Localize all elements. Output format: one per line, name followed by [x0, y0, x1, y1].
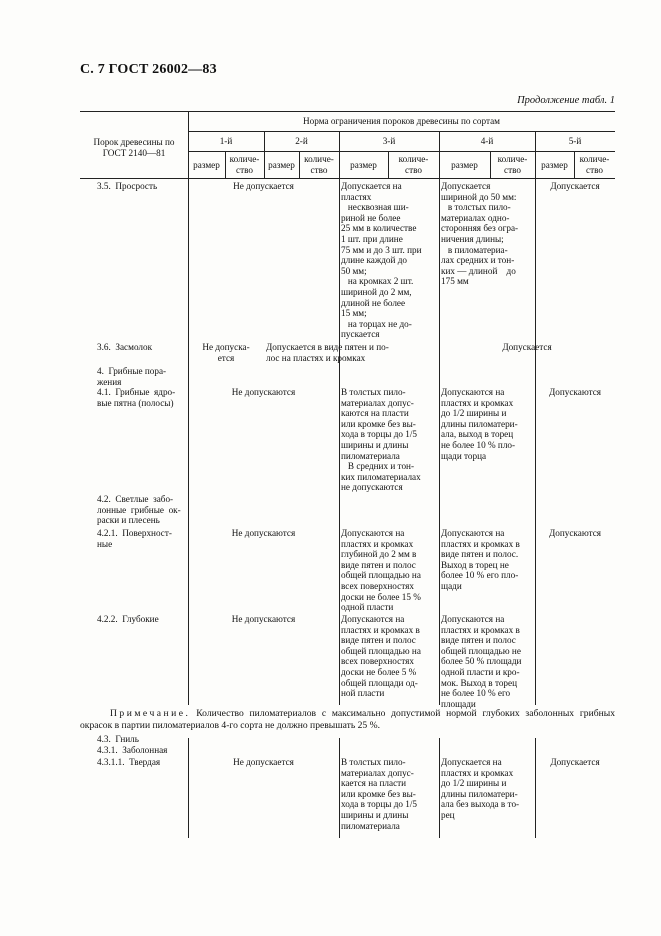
g2-qty-header: количе- ство [304, 154, 334, 175]
row-4-2-1-grade-5: Допускаются [548, 528, 602, 538]
row-4-3-1-defect: 4.3.1. Заболонная [97, 745, 168, 755]
row-4-2-1-defect: 4.2.1. Поверхност- ные [97, 528, 172, 549]
row-3-5-defect: 3.5. Просрость [97, 181, 158, 191]
g3-qty-header: количе- ство [398, 154, 429, 175]
subheader-rule [188, 151, 615, 152]
row-4-3-1-1-grade-5: Допускается [550, 757, 600, 767]
grade-1-header: 1-й [219, 136, 233, 146]
row-4-2-2-grade-3: Допускаются на пластях и кромках в виде пятен и полос общей площадью на всех поверхностях доски не более 5 % общей площади од- ной пласти [341, 614, 421, 699]
row-4-2-2-grades-1-2: Не допускаются [231, 614, 296, 624]
row-3-5-grade-3: Допускается на пластях несквозная ши- риной не более 25 мм в количестве 1 шт. при длине 75 мм и до 3 шт. при длине каждой до 50 мм; на кромках 2 шт. шириной до 2 мм, длиной не более 15 мм; на торцах не до- пускается [341, 181, 422, 340]
col-header-main: Норма ограничения пороков древесины по сортам [303, 116, 500, 126]
row-4-1-defect: 4.1. Грибные ядро- вые пятна (полосы) [97, 387, 176, 408]
page-header: С. 7 ГОСТ 26002—83 [80, 62, 217, 77]
row-3-5-grades-1-2: Не допускается [233, 181, 294, 191]
row-4-defect: 4. Грибные пора- жения [97, 366, 167, 387]
grade-2-header: 2-й [295, 136, 308, 146]
row-4-2-1-grade-4: Допускаются на пластях и кромках в виде пятен и полос. Выход в торец не более 10 % его пло- щади [441, 528, 520, 591]
row-4-3-1-1-grade-3: В толстых пило- материалах допус- кается на пласти или кромке без вы- хода в торцы до 1/5 ширины и длины пиломатериала [341, 757, 418, 831]
col-header-defect: Порок древесины по ГОСТ 2140—81 [93, 137, 175, 158]
g2-size-header: размер [268, 160, 295, 170]
row-4-1-grade-4: Допускаются на пластях и кромках до 1/2 ширины и длины пиломатери- ала, выход в торец не более 10 % пло- щади торца [441, 387, 518, 461]
table-top-rule [80, 111, 615, 112]
note-label: Примечание. [110, 708, 191, 719]
row-3-6-grades-2-3: Допускается в виде пятен и по- лос на пластях и кромках [266, 342, 389, 363]
table-continuation-label: Продолжение табл. 1 [517, 95, 615, 106]
g1-size-header: размер [193, 160, 220, 170]
body-divider-2b [339, 738, 340, 838]
g5-qty-header: количе- ство [579, 154, 610, 175]
row-4-2-2-defect: 4.2.2. Глубокие [97, 614, 159, 624]
row-4-2-1-grade-3: Допускаются на пластях и кромках глубиной до 2 мм в виде пятен и полос общей площадью на всех поверхностях доски не более 15 % одной пласти [341, 528, 421, 613]
body-divider-4 [535, 178, 536, 705]
row-4-3-1-1-defect: 4.3.1.1. Твердая [97, 757, 161, 767]
row-4-1-grade-5: Допускаются [548, 387, 602, 397]
body-divider-3 [439, 178, 440, 705]
grade-4-header: 4-й [480, 136, 494, 146]
grade-header-rule [188, 131, 615, 132]
row-4-1-grade-3: В толстых пило- материалах допус- каются на пласти или кромке без вы- хода в торцы до 1/5 ширины и длины пиломатериала В средних и тон- ких пиломатериалах не допускаются [341, 387, 421, 493]
body-divider-3b [439, 738, 440, 838]
g3-size-header: размер [350, 160, 377, 170]
row-3-6-grade-1: Не допуска- ется [202, 342, 250, 363]
grade-5-header: 5-й [568, 136, 582, 146]
body-divider-2 [339, 178, 340, 705]
row-4-3-1-1-grade-4: Допускается на пластях и кромках до 1/2 ширины и длины пиломатери- ала без выхода в то- рец [441, 757, 520, 820]
g5-size-header: размер [541, 160, 568, 170]
g1-qty-header: количе- ство [229, 154, 260, 175]
table-note [80, 708, 615, 732]
note-text: Количество пиломатериалов с максимально допустимой нормой глубоких заболонных грибных окрасок в партии пиломатериалов 4-го сорта не должно превышать 25 %. [80, 708, 615, 731]
row-4-2-1-grades-1-2: Не допускаются [231, 528, 296, 538]
row-4-2-2-grade-4: Допускаются на пластях и кромках в виде пятен и полос общей площадью не более 50 % площади одной пласти и кро- мок. Выход в торец не более 10 % его площади [441, 614, 522, 709]
g4-size-header: размер [451, 160, 478, 170]
body-divider-1b [188, 738, 189, 838]
body-divider-1 [188, 178, 189, 705]
row-3-5-grade-5: Допускается [550, 181, 600, 191]
row-3-6-defect: 3.6. Засмолок [97, 342, 153, 352]
row-3-6-grades-4-5: Допускается [502, 342, 552, 352]
row-3-5-grade-4: Допускается шириной до 50 мм: в толстых пило- материалах одно- сторонняя без огра- ничения длины; в пиломатериа- лах средних и тон- ких — длиной до 175 мм [441, 181, 519, 287]
row-4-2-defect: 4.2. Светлые забо- лонные грибные ок- раски и плесень [97, 494, 181, 526]
body-divider-4b [535, 738, 536, 838]
row-4-3-1-1-grades-1-2: Не допускается [233, 757, 294, 767]
row-4-1-grades-1-2: Не допускаются [231, 387, 296, 397]
grade-3-header: 3-й [382, 136, 396, 146]
g4-qty-header: количе- ство [497, 154, 528, 175]
row-4-3-defect: 4.3. Гниль [97, 734, 139, 744]
